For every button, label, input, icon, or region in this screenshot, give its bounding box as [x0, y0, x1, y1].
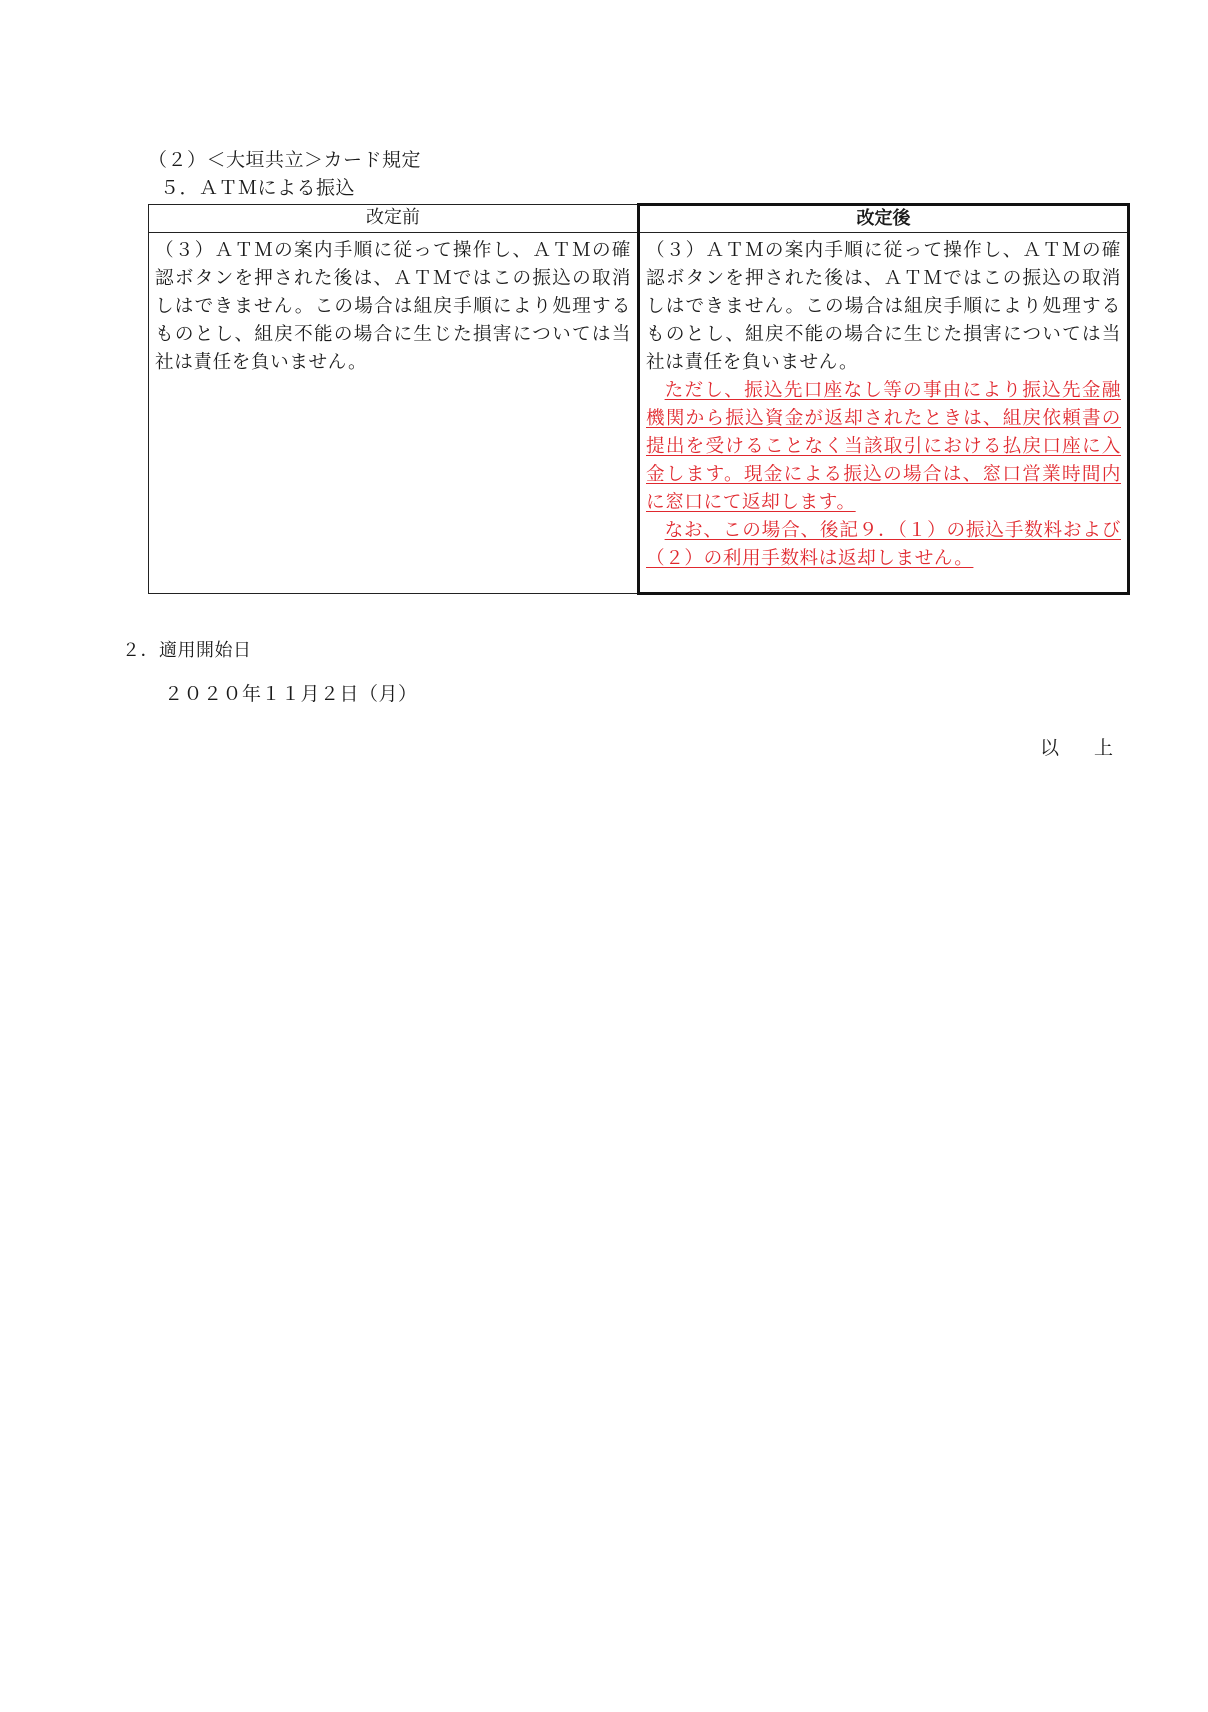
after-revision-body	[640, 233, 1127, 573]
effective-date: ２０２０年１１月２日（月）	[164, 683, 418, 705]
cell-before-revision	[149, 233, 639, 594]
added-text-2: なお、この場合、後記９．（１）の振込手数料および（２）の利用手数料は返却しません。	[646, 520, 1121, 569]
subsection-heading: ５．ＡＴＭによる振込	[160, 177, 356, 199]
section-heading: （２）＜大垣共立＞カード規定	[148, 149, 422, 171]
revision-comparison-table	[148, 203, 1130, 595]
header-after-revision: 改定後	[639, 205, 1129, 233]
header-before-revision: 改定前	[149, 205, 639, 233]
effective-date-heading: ２．適用開始日	[122, 640, 252, 661]
added-paragraph-2	[646, 517, 1121, 573]
table-header-row	[149, 205, 1129, 233]
added-text-1: ただし、振込先口座なし等の事由により振込先金融機関から振込資金が返却されたときは、組戻依頼書の提出を受けることなく当該取引における払戻口座に入金します。現金による振込の場合は、窓口営業時間内に窓口にて返却します。	[646, 380, 1121, 513]
table-row	[149, 233, 1129, 594]
after-revision-base-text: （３）ＡＴＭの案内手順に従って操作し、ＡＴＭの確認ボタンを押された後は、ＡＴＭではこの振込の取消しはできません。この場合は組戻手順により処理するものとし、組戻不能の場合に生じた損害については当社は責任を負いません。	[646, 240, 1121, 373]
cell-after-revision	[639, 233, 1129, 594]
closing-mark: 以 上	[1040, 737, 1122, 759]
before-revision-text: （３）ＡＴＭの案内手順に従って操作し、ＡＴＭの確認ボタンを押された後は、ＡＴＭではこの振込の取消しはできません。この場合は組戻手順により処理するものとし、組戻不能の場合に生じた損害については当社は責任を負いません。	[155, 240, 631, 373]
added-paragraph-1	[646, 377, 1121, 517]
